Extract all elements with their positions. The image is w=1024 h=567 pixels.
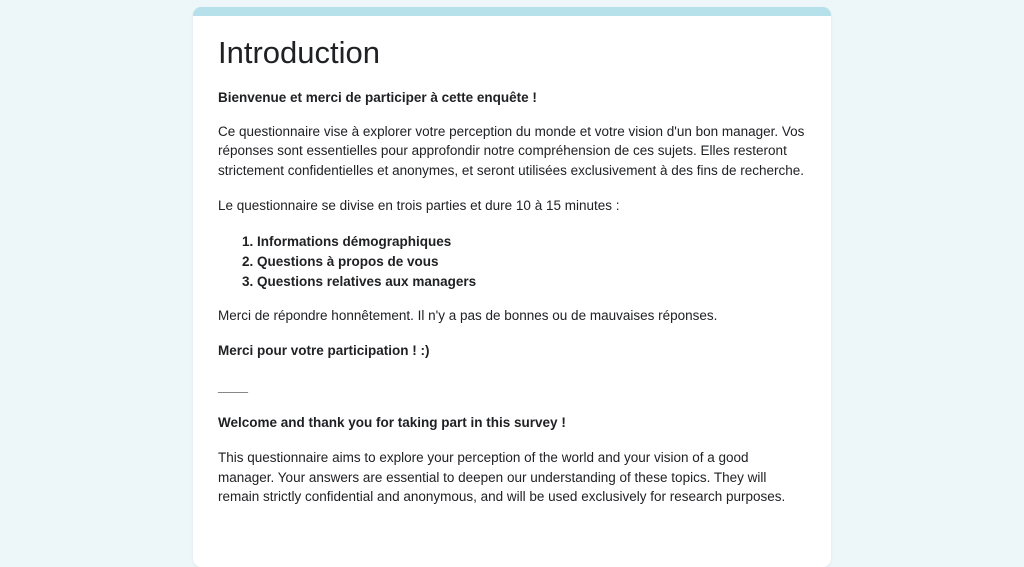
card-accent-bar — [193, 7, 831, 16]
form-section-card — [193, 7, 831, 567]
welcome-en: Welcome and thank you for taking part in this survey ! — [218, 414, 566, 430]
list-item: 3. Questions relatives aux managers — [257, 272, 806, 292]
honesty-fr: Merci de répondre honnêtement. Il n'y a pas de bonnes ou de mauvaises réponses. — [218, 307, 718, 323]
structure-fr: Le questionnaire se divise en trois parties et dure 10 à 15 minutes : — [218, 198, 620, 213]
card-body — [193, 16, 831, 507]
section-title: Introduction — [218, 35, 380, 70]
welcome-fr: Bienvenue et merci de participer à cette enquête ! — [218, 90, 537, 105]
description-fr: Ce questionnaire vise à explorer votre perception du monde et votre vision d'un bon manager. Vos réponses sont essentielles pour approfondir notre compréhension de ces sujets. Elles resteront strictement confidentielles et anonymes, et seront utilisées exclusivement à des fins de recherche. — [218, 123, 805, 178]
description-en: This questionnaire aims to explore your perception of the world and your vision of a good manager. Your answers are essential to deepen our understanding of these topics. They will remain strictly confidential and anonymous, and will be used exclusively for research purposes. — [218, 450, 786, 504]
list-item: 1. Informations démographiques — [257, 232, 806, 252]
separator: ____ — [218, 378, 249, 394]
thanks-fr: Merci pour votre participation ! :) — [218, 343, 430, 358]
parts-list — [218, 232, 806, 292]
list-item: 2. Questions à propos de vous — [257, 252, 806, 272]
